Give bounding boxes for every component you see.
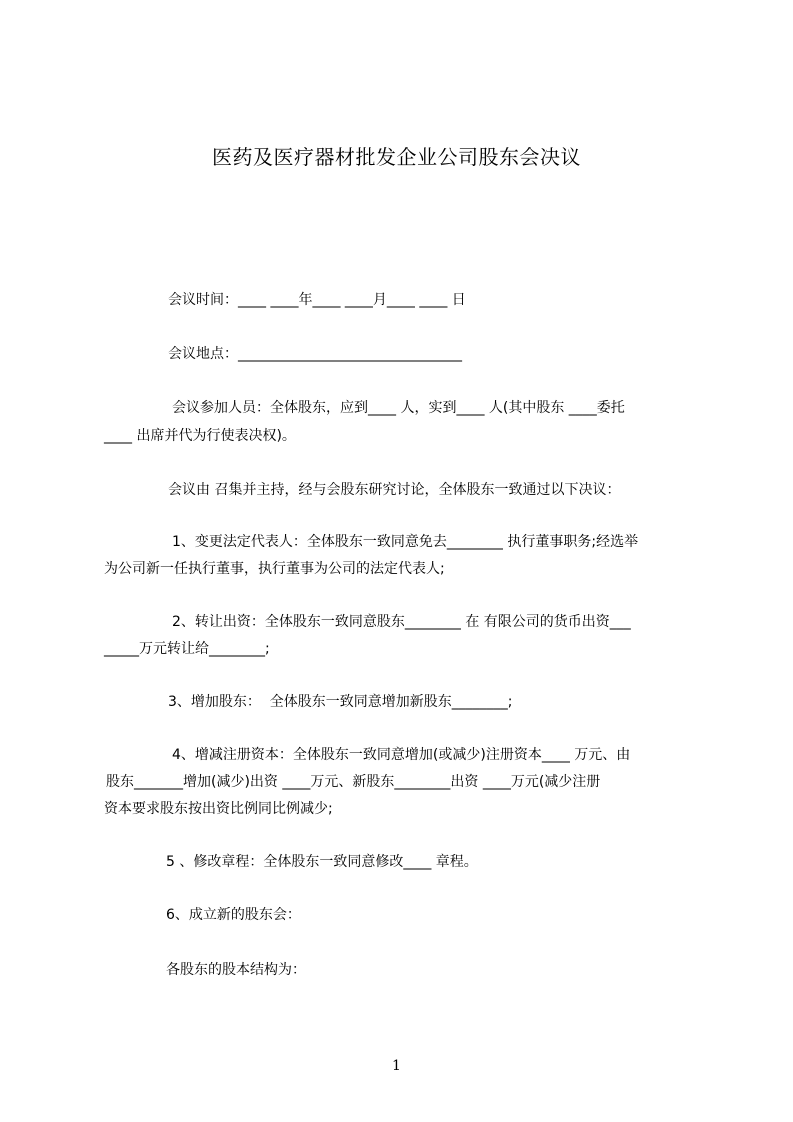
resolution-4-line-1: 4、增减注册资本：全体股东一致同意增加(或减少)注册资本____ 万元、由	[172, 747, 631, 763]
resolution-1-line-1: 1、变更法定代表人：全体股东一致同意免去________ 执行董事职务;经选举	[172, 534, 639, 550]
resolution-1-line-2: 为公司新一任执行董事，执行董事为公司的法定代表人;	[104, 561, 445, 577]
resolution-2-line-1: 2、转让出资：全体股东一致同意股东________ 在 有限公司的货币出资___	[172, 614, 631, 630]
document-title: 医药及医疗器材批发企业公司股东会决议	[212, 145, 581, 169]
resolution-6: 6、成立新的股东会：	[166, 907, 301, 923]
resolution-4-line-3: 资本要求股东按出资比例同比例减少;	[104, 801, 333, 817]
meeting-time: 会议时间：____ ____年____ ____月____ ____ 日	[168, 292, 466, 308]
attendees-line-2: ____ 出席并代为行使表决权)。	[104, 428, 296, 444]
attendees-line-1: 会议参加人员：全体股东，应到____ 人，实到____ 人(其中股东 ____委托	[172, 400, 625, 416]
resolution-2-line-2: _____万元转让给________;	[104, 641, 270, 657]
meeting-place: 会议地点：________________________________	[168, 346, 462, 362]
shareholding-structure: 各股东的股本结构为：	[166, 962, 306, 978]
resolution-3: 3、增加股东： 全体股东一致同意增加新股东________;	[168, 694, 513, 710]
resolution-5: 5 、修改章程：全体股东一致同意修改____ 章程。	[166, 854, 478, 870]
resolution-4-line-2: 股东_______增加(减少)出资 ____万元、新股东________出资 ____万元(减少注册	[106, 774, 601, 790]
meeting-intro: 会议由 召集并主持，经与会股东研究讨论，全体股东一致通过以下决议：	[168, 482, 621, 498]
page-number: 1	[392, 1058, 401, 1074]
